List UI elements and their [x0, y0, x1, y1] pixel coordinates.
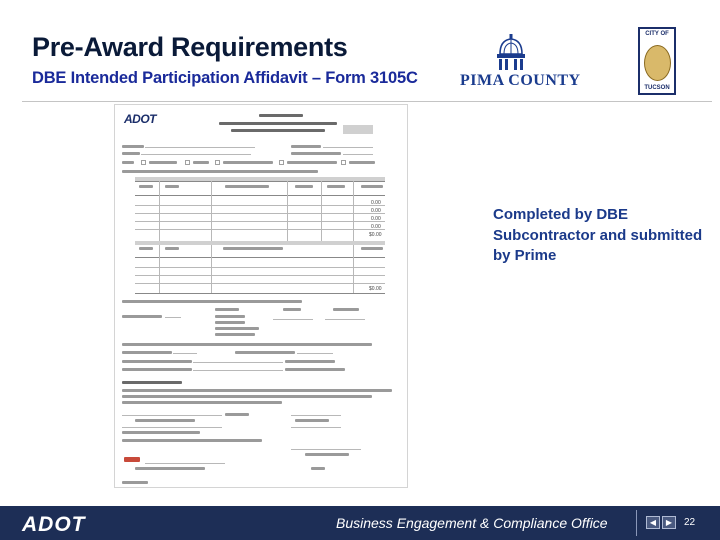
slide-title: Pre-Award Requirements — [32, 32, 348, 62]
courthouse-dome-icon — [494, 34, 528, 72]
page-number: 22 — [684, 517, 696, 528]
city-of-tucson-seal — [638, 27, 676, 95]
form-adot-logo: ADOT — [124, 112, 156, 126]
form-3105c-image: ADOT 0.00 0.00 0.00 0.00 $0.00 $0.00 — [114, 104, 408, 488]
previous-slide-icon[interactable]: ◀ — [646, 516, 660, 529]
footer-bar — [0, 506, 720, 540]
header-rule — [22, 101, 712, 102]
next-slide-icon[interactable]: ▶ — [662, 516, 676, 529]
pima-county-wordmark: PIMA COUNTY — [460, 72, 581, 89]
seal-emblem-icon — [644, 45, 671, 81]
seal-top-text: CITY OF — [645, 31, 669, 37]
pima-county-logo — [456, 34, 581, 92]
footer-adot-logo: ADOT — [22, 513, 86, 536]
callout-text: Completed by DBE Subcontractor and submitted by Prime — [493, 206, 703, 264]
slide-subtitle: DBE Intended Participation Affidavit – Form 3105C — [32, 69, 418, 87]
footer-office-name: Business Engagement & Compliance Office — [336, 515, 608, 531]
footer-divider — [636, 510, 637, 536]
seal-bottom-text: TUCSON — [644, 85, 670, 91]
